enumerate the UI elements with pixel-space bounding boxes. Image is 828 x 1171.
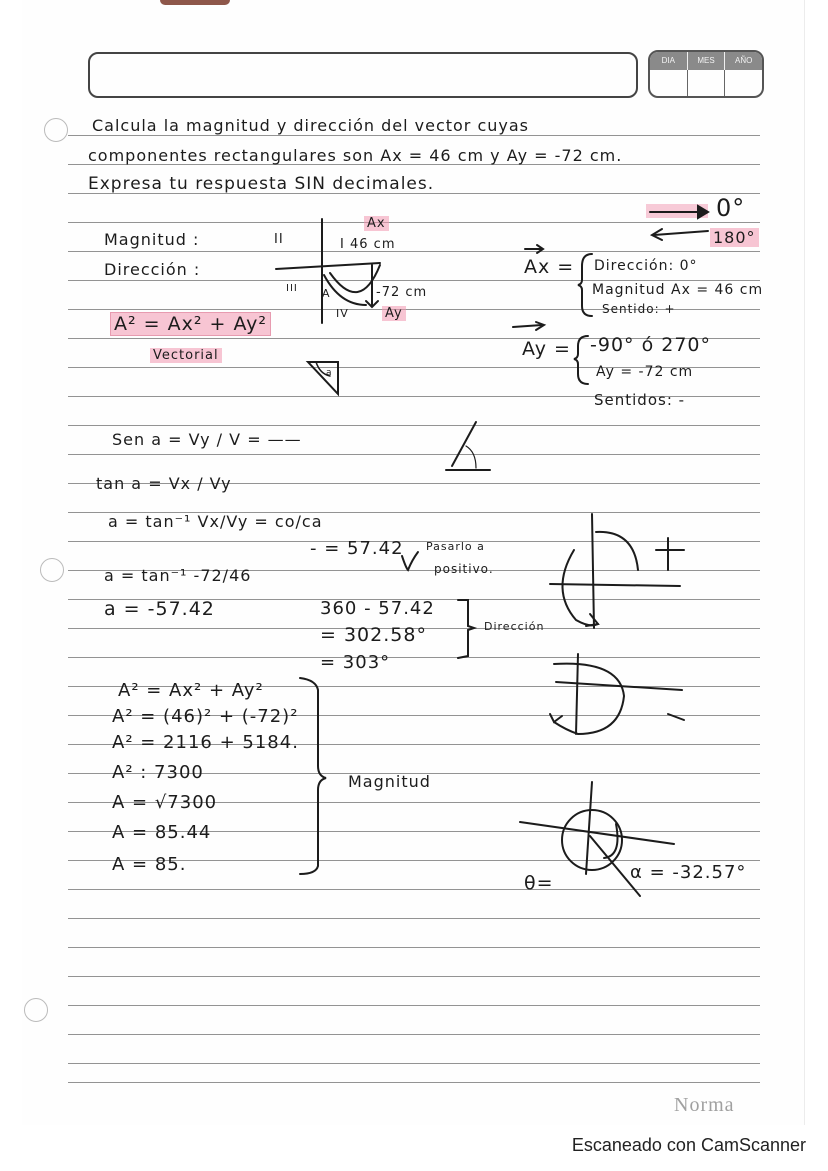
quadrant-ii: II <box>274 232 284 247</box>
angle-sketch <box>440 420 500 475</box>
ruled-line <box>68 454 760 455</box>
ruled-line <box>68 918 760 919</box>
vector-formula: A² = Ax² + Ay² <box>110 312 271 336</box>
triangle-angle: a <box>326 368 333 378</box>
magnitud-label: Magnitud : <box>104 230 200 249</box>
ax-value: 46 cm <box>350 237 396 252</box>
ay-arrow-icon <box>512 322 546 332</box>
ruled-line <box>68 425 760 426</box>
quadrant-iv: IV <box>336 307 349 320</box>
direction-step-3: = 303° <box>320 652 391 673</box>
ax-arrow-icon <box>524 244 546 254</box>
punch-hole <box>24 998 48 1022</box>
ruled-line <box>68 1005 760 1006</box>
quadrant-i: I <box>340 237 345 252</box>
one-eighty-degrees: 180° <box>710 228 759 247</box>
vectorial-label: Vectorial <box>150 348 222 363</box>
ax-magnitud: Magnitud Ax = 46 cm <box>592 282 764 298</box>
ay-brace <box>574 334 590 386</box>
ruled-line <box>68 1034 760 1035</box>
problem-line-1: Calcula la magnitud y dirección del vector cuyas <box>92 116 530 135</box>
magnitude-brace <box>298 676 328 876</box>
magnitude-step: A² = 2116 + 5184. <box>112 732 299 753</box>
atan-formula: a = tan⁻¹ Vx/Vy = co/ca <box>108 512 323 531</box>
triangle-sketch <box>306 358 346 403</box>
atan-values: a = tan⁻¹ -72/46 <box>104 566 252 585</box>
ruled-line <box>68 135 760 136</box>
magnitude-step: A = √7300 <box>112 792 218 813</box>
ruled-line <box>68 1082 760 1083</box>
magnitude-step: A² : 7300 <box>112 762 204 783</box>
date-field <box>648 50 764 98</box>
angle-result: a = -57.42 <box>104 598 215 620</box>
pasarlo-note-2: positivo. <box>434 562 494 576</box>
arrow-right-icon <box>646 202 716 222</box>
camscanner-watermark: Escaneado con CamScanner <box>571 1135 806 1155</box>
ay-direccion: -90° ó 270° <box>590 334 712 356</box>
punch-hole <box>40 558 64 582</box>
title-field <box>88 52 638 98</box>
ax-components-label: Ax = <box>524 256 575 278</box>
direction-step-1: 360 - 57.42 <box>320 598 435 619</box>
problem-line-3: Expresa tu respuesta SIN decimales. <box>88 174 435 194</box>
problem-line-2: componentes rectangulares son Ax = 46 cm y Ay = -72 cm. <box>88 146 623 165</box>
quadrant-iii: III <box>286 283 298 294</box>
ax-direccion: Dirección: 0° <box>594 258 698 274</box>
date-label-day: DIA <box>650 52 688 70</box>
magnitud-result-label: Magnitud <box>348 772 431 791</box>
theta-label: θ= <box>524 872 554 894</box>
tan-formula: tan a = Vx / Vy <box>96 474 232 493</box>
sen-formula: Sen a = Vy / V = —— <box>112 430 302 449</box>
date-label-month: MES <box>688 52 726 70</box>
punch-hole <box>44 118 68 142</box>
pasarlo-note-1: Pasarlo a <box>426 540 485 553</box>
date-label-year: AÑO <box>735 56 753 65</box>
magnitude-step: A = 85. <box>112 854 187 875</box>
angle-label: A <box>322 287 331 300</box>
direccion-label: Dirección : <box>104 260 201 279</box>
ay-value: -72 cm <box>376 285 428 300</box>
check-mark <box>400 550 420 574</box>
ay-magnitud: Ay = -72 cm <box>596 364 694 380</box>
direction-step-2: = 302.58° <box>320 624 427 646</box>
magnitude-step: A = 85.44 <box>112 822 212 843</box>
ruled-line <box>68 947 760 948</box>
magnitude-step: A² = Ax² + Ay² <box>118 680 264 701</box>
alpha-value: α = -32.57° <box>630 862 747 883</box>
direccion-result-label: Dirección <box>484 620 545 633</box>
zero-degrees: 0° <box>716 194 746 222</box>
ruled-line <box>68 976 760 977</box>
positive-rotation-sketch <box>550 510 690 640</box>
ax-label: Ax <box>364 216 389 231</box>
binding-clip <box>160 0 230 5</box>
ruled-line <box>68 1063 760 1064</box>
magnitude-step: A² = (46)² + (-72)² <box>112 706 299 727</box>
ax-sentido: Sentido: + <box>602 302 676 316</box>
norma-logo: Norma <box>674 1094 735 1116</box>
ay-sentido: Sentidos: - <box>594 391 686 409</box>
negative-angle: - = 57.42 <box>310 538 404 559</box>
negative-rotation-sketch <box>560 650 690 740</box>
quadrant-diagram <box>270 215 450 335</box>
direction-bracket <box>456 596 476 662</box>
ay-components-label: Ay = <box>522 338 571 360</box>
arrow-left-icon <box>650 226 712 242</box>
ay-label: Ay <box>382 306 406 321</box>
